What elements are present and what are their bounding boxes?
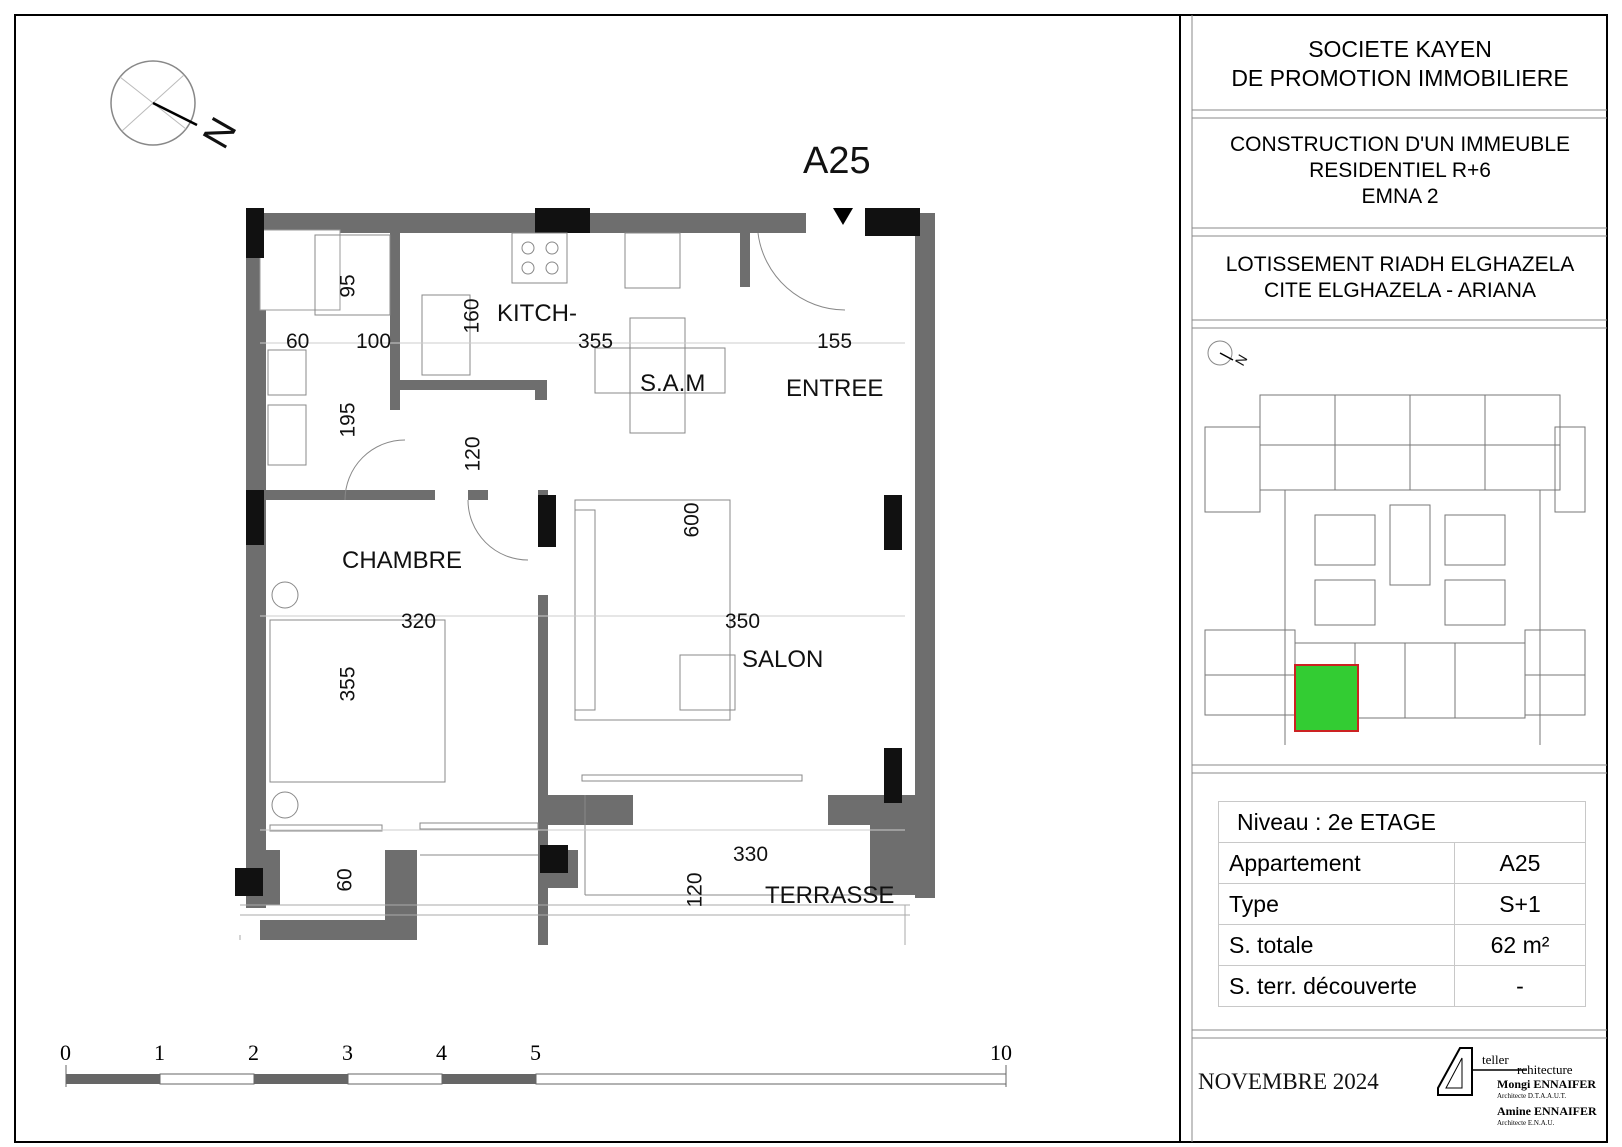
dim-355-bed: 355 <box>336 666 360 702</box>
info-row <box>1219 884 1586 925</box>
atelier-title-1: Architecte D.T.A.A.U.T. <box>1497 1092 1567 1100</box>
info-label-appartement: Appartement <box>1219 843 1455 884</box>
scale-label-10: 10 <box>990 1040 1012 1065</box>
dim-120-terr: 120 <box>683 872 707 908</box>
atelier-line-1: teller <box>1482 1052 1509 1067</box>
info-label-surface: S. totale <box>1219 925 1455 966</box>
info-row <box>1219 843 1586 884</box>
info-row <box>1219 925 1586 966</box>
info-value-terrace: - <box>1455 966 1586 1007</box>
compass-label: N <box>195 110 246 156</box>
dim-195: 195 <box>336 402 360 438</box>
dim-60-top: 60 <box>286 330 310 353</box>
info-label-terrace: S. terr. découverte <box>1219 966 1455 1007</box>
dim-95: 95 <box>336 274 360 298</box>
dim-155: 155 <box>817 330 853 353</box>
info-label-type: Type <box>1219 884 1455 925</box>
info-value-surface: 62 m² <box>1455 925 1586 966</box>
info-row <box>1219 966 1586 1007</box>
scale-label-1: 1 <box>154 1040 165 1065</box>
scale-label-4: 4 <box>436 1040 447 1065</box>
room-terrasse-label: TERRASSE <box>765 882 895 909</box>
project-line-1: CONSTRUCTION D'UN IMMEUBLE <box>1229 133 1571 156</box>
dim-100: 100 <box>356 330 392 353</box>
company-line-1: SOCIETE KAYEN <box>1308 36 1492 62</box>
key-plan-highlight <box>1295 665 1358 731</box>
walls <box>246 213 935 945</box>
room-chambre-label: CHAMBRE <box>342 547 463 574</box>
dim-320: 320 <box>401 610 437 633</box>
dim-600: 600 <box>680 502 704 538</box>
dim-330: 330 <box>733 843 769 866</box>
location <box>1190 252 1610 304</box>
dim-120-mid: 120 <box>461 436 485 472</box>
info-value-type: S+1 <box>1455 884 1586 925</box>
dim-60-bottom: 60 <box>333 868 357 892</box>
key-plan <box>1195 385 1595 745</box>
project-title <box>1190 132 1610 210</box>
scale-bar <box>60 1065 1020 1095</box>
info-value-appartement: A25 <box>1455 843 1586 884</box>
info-row-niveau <box>1219 802 1586 843</box>
scale-label-2: 2 <box>248 1040 259 1065</box>
dim-355-top: 355 <box>578 330 614 353</box>
atelier-title-2: Architecte E.N.A.U. <box>1497 1119 1555 1127</box>
room-sam-label: S.A.M <box>640 370 706 397</box>
interior-details <box>240 233 910 945</box>
location-line-2: CITE ELGHAZELA - ARIANA <box>1264 279 1536 302</box>
scale-label-3: 3 <box>342 1040 353 1065</box>
company-name <box>1190 35 1610 93</box>
key-plan-compass-label: N <box>1231 351 1251 369</box>
dim-350: 350 <box>725 610 761 633</box>
atelier-line-2: rchitecture <box>1517 1062 1573 1077</box>
dim-160: 160 <box>460 298 484 334</box>
project-line-3: EMNA 2 <box>1361 185 1439 208</box>
atelier-name-2: Amine ENNAIFER <box>1497 1104 1597 1118</box>
room-entree-label: ENTREE <box>786 375 884 402</box>
atelier-name-1: Mongi ENNAIFER <box>1497 1077 1597 1091</box>
room-kitchen-label: KITCH- <box>497 300 577 327</box>
unit-label: A25 <box>803 140 871 182</box>
scale-label-0: 0 <box>60 1040 71 1065</box>
floor-plan <box>230 200 950 970</box>
project-line-2: RESIDENTIEL R+6 <box>1309 159 1491 182</box>
company-line-2: DE PROMOTION IMMOBILIERE <box>1231 65 1569 91</box>
info-table <box>1218 801 1586 1007</box>
date-label: NOVEMBRE 2024 <box>1198 1069 1379 1094</box>
room-salon-label: SALON <box>742 646 824 673</box>
location-line-1: LOTISSEMENT RIADH ELGHAZELA <box>1225 253 1575 276</box>
scale-label-5: 5 <box>530 1040 541 1065</box>
niveau-cell: Niveau : 2e ETAGE <box>1219 802 1586 843</box>
pillars <box>235 208 920 896</box>
